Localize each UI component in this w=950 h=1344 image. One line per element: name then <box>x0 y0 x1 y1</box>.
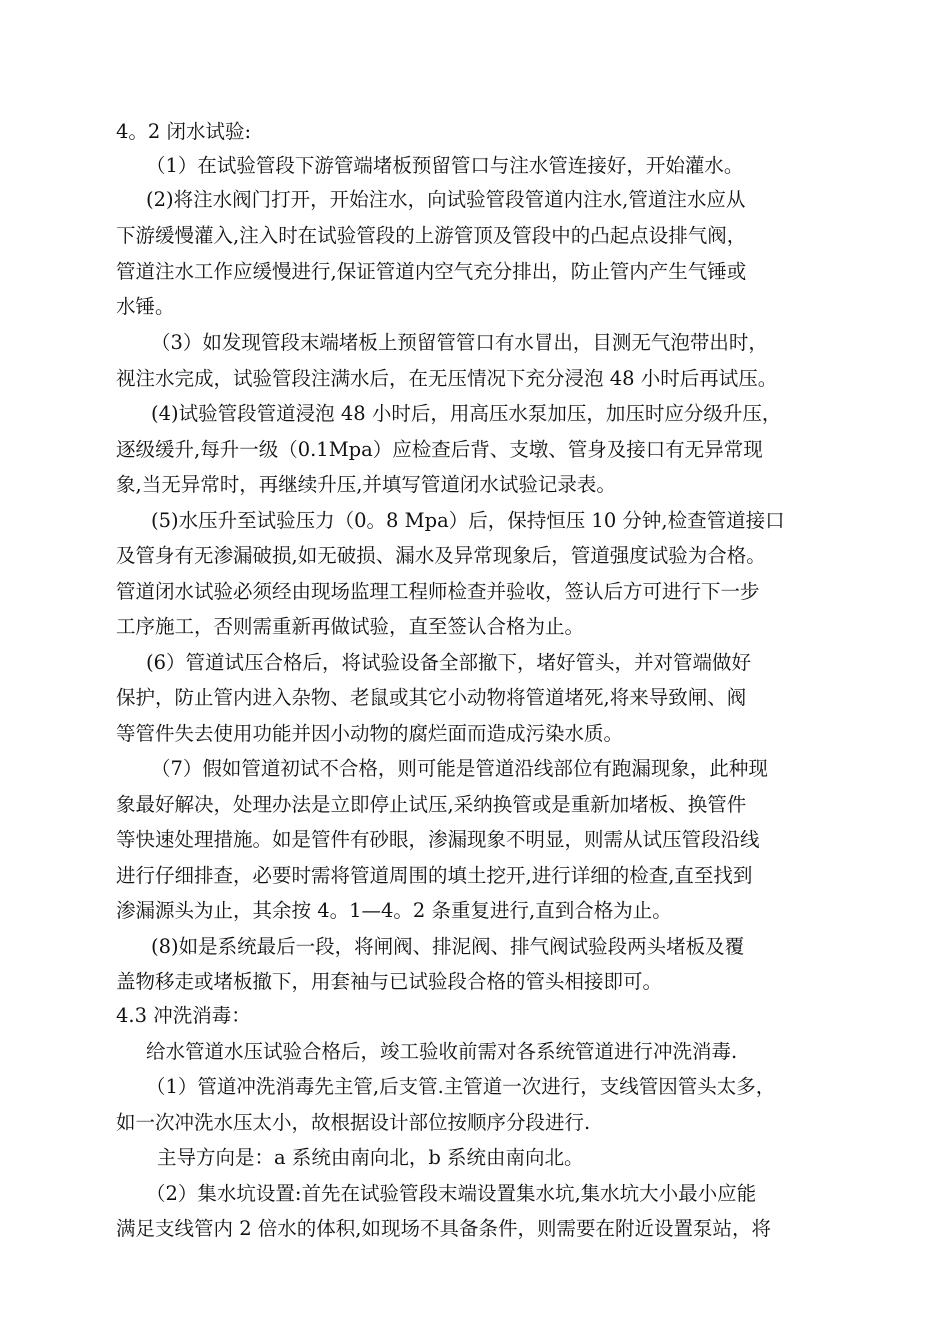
text-line: 如一次冲洗水压太小，故根据设计部位按顺序分段进行. <box>116 1111 591 1134</box>
text-line: 给水管道水压试验合格后，竣工验收前需对各系统管道进行冲洗消毒. <box>146 1040 738 1063</box>
text-line: 管道闭水试验必须经由现场监理工程师检查并验收，签认后方可进行下一步 <box>116 580 760 603</box>
text-line: （1）在试验管段下游管端堵板预留管口与注水管连接好，开始灌水。 <box>146 154 744 177</box>
section-heading-4-2: 4。2 闭水试验: <box>116 120 252 143</box>
text-line: (2)将注水阀门打开，开始注水，向试验管段管道内注水,管道注水应从 <box>146 188 746 211</box>
text-line: 水锤。 <box>116 295 175 318</box>
text-line: (4)试验管段管道浸泡 48 小时后，用高压水泵加压，加压时应分级升压， <box>151 402 782 425</box>
text-line: 盖物移走或堵板撤下，用套袖与已试验段合格的管头相接即可。 <box>116 970 663 993</box>
text-line: 下游缓慢灌入,注入时在试验管段的上游管顶及管段中的凸起点设排气阀， <box>116 224 747 247</box>
text-line: 视注水完成，试验管段注满水后，在无压情况下充分浸泡 48 小时后再试压。 <box>116 367 778 390</box>
section-heading-4-3: 4.3 冲洗消毒： <box>116 1004 251 1027</box>
text-line: 等管件失去使用功能并因小动物的腐烂面而造成污染水质。 <box>116 722 624 745</box>
text-line: (6）管道试压合格后，将试验设备全部撤下，堵好管头，并对管端做好 <box>146 651 752 674</box>
text-line: 等快速处理措施。如是管件有砂眼，渗漏现象不明显，则需从试压管段沿线 <box>116 828 760 851</box>
text-line: （3）如发现管段末端堵板上预留管管口有水冒出，目测无气泡带出时， <box>151 331 768 354</box>
text-line: （1）管道冲洗消毒先主管,后支管.主管道一次进行，支线管因管头太多， <box>146 1075 776 1098</box>
text-line: 主导方向是：a 系统由南向北，b 系统由南向北。 <box>157 1146 584 1169</box>
text-line: 进行仔细排查，必要时需将管道周围的填土挖开,进行详细的检查,直至找到 <box>116 864 753 887</box>
text-line: 渗漏源头为止，其余按 4。1—4。2 条重复进行,直到合格为止。 <box>116 899 672 922</box>
text-line: (5)水压升至试验压力（0。8 Mpa）后，保持恒压 10 分钟,检查管道接口 <box>151 509 785 532</box>
text-line: 逐级缓升,每升一级（0.1Mpa）应检查后背、支墩、管身及接口有无异常现 <box>116 438 763 461</box>
text-line: 保护，防止管内进入杂物、老鼠或其它小动物将管道堵死,将来导致闸、阀 <box>116 686 747 709</box>
text-line: 工序施工，否则需重新再做试验，直至签认合格为止。 <box>116 615 585 638</box>
text-line: （2）集水坑设置:首先在试验管段末端设置集水坑,集水坑大小最小应能 <box>146 1182 757 1205</box>
text-line: 管道注水工作应缓慢进行,保证管道内空气充分排出，防止管内产生气锤或 <box>116 260 747 283</box>
text-line: 及管身有无渗漏破损,如无破损、漏水及异常现象后，管道强度试验为合格。 <box>116 544 766 567</box>
text-line: 象,当无异常时，再继续升压,并填写管道闭水试验记录表。 <box>116 473 616 496</box>
text-line: 满足支线管内 2 倍水的体积,如现场不具备条件，则需要在附近设置泵站，将 <box>116 1217 772 1240</box>
text-line: 象最好解决，处理办法是立即停止试压,采纳换管或是重新加堵板、换管件 <box>116 793 747 816</box>
text-line: (8)如是系统最后一段，将闸阀、排泥阀、排气阀试验段两头堵板及覆 <box>151 935 745 958</box>
text-line: （7）假如管道初试不合格，则可能是管道沿线部位有跑漏现象，此种现 <box>151 757 768 780</box>
